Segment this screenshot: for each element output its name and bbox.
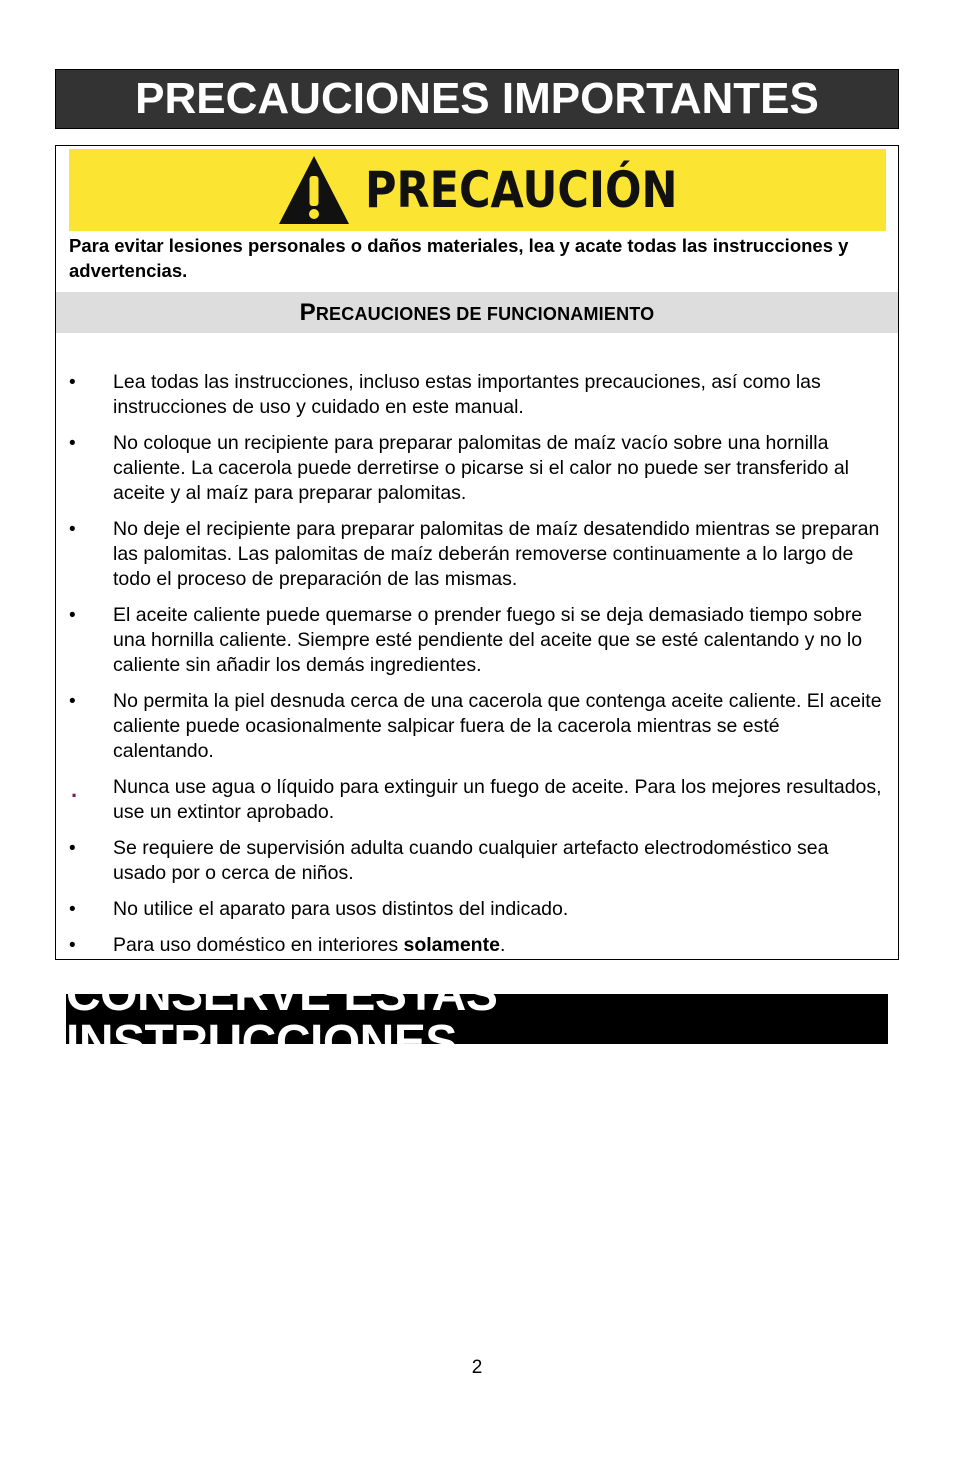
list-item <box>56 775 898 825</box>
list-item-text: No permita la piel desnuda cerca de una cacerola que contenga aceite caliente. El aceite caliente puede ocasionalmente salpicar fuera de la cacerola mientras se esté calentando. <box>113 690 882 762</box>
list-item <box>56 517 898 592</box>
bullet-icon: . <box>71 777 78 802</box>
section-heading-initial: P <box>299 298 316 326</box>
list-item <box>56 836 898 886</box>
bullet-icon: • <box>69 838 76 859</box>
header-title-bar <box>55 69 899 129</box>
warning-word: PRECAUCIÓN <box>364 161 678 219</box>
list-item-text: Nunca use agua o líquido para extinguir un fuego de aceite. Para los mejores resultados, use un extintor aprobado. <box>113 776 882 823</box>
list-item-text: No utilice el aparato para usos distintos del indicado. <box>113 898 569 920</box>
list-item-text: No deje el recipiente para preparar palomitas de maíz desatendido mientras se preparan las palomitas. Las palomitas de maíz deberán removerse continuamente a lo largo de todo el proceso de preparación de las mismas. <box>113 518 880 590</box>
page-number: 2 <box>471 1357 483 1378</box>
list-item <box>56 689 898 764</box>
list-item <box>56 370 898 420</box>
list-item-text: Lea todas las instrucciones, incluso estas importantes precauciones, así como las instrucciones de uso y cuidado en este manual. <box>113 371 821 418</box>
bullet-icon: • <box>69 605 76 626</box>
bullet-icon: • <box>69 899 76 920</box>
page-title: PRECAUCIONES IMPORTANTES <box>135 74 819 123</box>
footer-title: CONSERVE ESTAS INSTRUCCIONES <box>66 968 498 1069</box>
section-heading <box>300 299 655 327</box>
warning-banner-content <box>277 154 678 226</box>
bullet-icon: • <box>69 519 76 540</box>
list-item-text: Se requiere de supervisión adulta cuando cualquier artefacto electrodoméstico sea usado por o cerca de niños. <box>113 837 829 884</box>
section-heading-bar <box>56 292 898 333</box>
bullet-icon: • <box>69 691 76 712</box>
list-item-text: No coloque un recipiente para preparar palomitas de maíz vacío sobre una hornilla caliente. La cacerola puede derretirse o picarse si el calor no puede ser transferido al aceite y al maíz para preparar palomitas. <box>113 432 850 504</box>
list-item <box>56 897 898 922</box>
list-item <box>56 933 898 958</box>
precautions-list <box>56 370 898 969</box>
bullet-icon: • <box>69 935 76 956</box>
list-item <box>56 431 898 506</box>
bullet-icon: • <box>69 433 76 454</box>
list-item-text-after: . <box>499 934 506 956</box>
list-item <box>56 603 898 678</box>
list-item-text-bold: solamente <box>403 934 500 956</box>
bullet-icon: • <box>69 372 76 393</box>
warning-triangle-icon <box>277 154 351 226</box>
footer-title-bar <box>66 968 888 1069</box>
section-heading-rest: RECAUCIONES DE FUNCIONAMIENTO <box>315 303 655 324</box>
warning-intro-text: Para evitar lesiones personales o daños materiales, lea y acate todas las instrucciones y advertencias. <box>69 235 849 281</box>
warning-banner <box>69 149 886 231</box>
list-item-text: El aceite caliente puede quemarse o prender fuego si se deja demasiado tiempo sobre una hornilla caliente. Siempre esté pendiente del aceite que se esté calentando y no lo caliente sin añadir los demás ingredientes. <box>113 604 863 676</box>
list-item-text-before: Para uso doméstico en interiores <box>113 934 404 956</box>
precautions-box <box>55 145 899 960</box>
